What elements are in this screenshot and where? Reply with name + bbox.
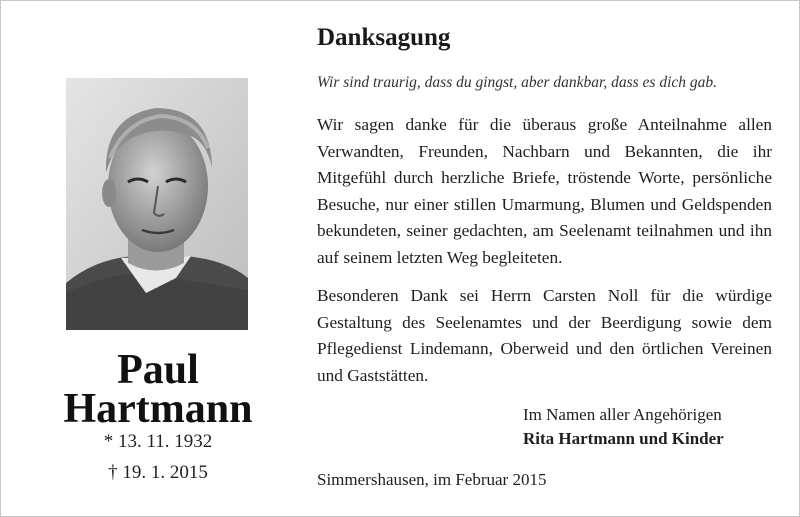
thanks-paragraph-1: Wir sagen danke für die überaus große Anteilnahme allen Verwandten, Freunden, Nachbarn und Bekannten, die ihr Mitgefühl durch herzliche Briefe, tröstende Worte, persönliche Besuche, nur einer stillen Umarmung, Blumen und Geldspenden bekundeten, seiner gedachten, am Seelenamt teilnahmen und ihn auf seinem letzten Weg begleiteten. [317, 115, 772, 267]
deceased-first-name: Paul [117, 347, 199, 393]
deceased-last-name: Hartmann [63, 386, 253, 432]
birth-date: * 13. 11. 1932 [103, 431, 213, 452]
signature-names: Rita Hartmann und Kinder [523, 429, 724, 448]
portrait-photo [66, 78, 248, 330]
place-and-date: Simmershausen, im Februar 2015 [317, 470, 547, 489]
death-date: † 19. 1. 2015 [108, 462, 208, 483]
signature-intro: Im Namen aller Angehörigen [523, 405, 722, 424]
portrait-image [66, 78, 248, 330]
notice-motto: Wir sind traurig, dass du gingst, aber dankbar, dass es dich gab. [317, 74, 718, 91]
notice-heading: Danksagung [317, 24, 451, 51]
thanks-paragraph-2: Besonderen Dank sei Herrn Carsten Noll für die würdige Gestaltung des Seelenamtes und der Beerdigung sowie dem Pflegedienst Lindemann, Oberweid und den örtlichen Vereinen und Gaststätten. [317, 286, 772, 385]
